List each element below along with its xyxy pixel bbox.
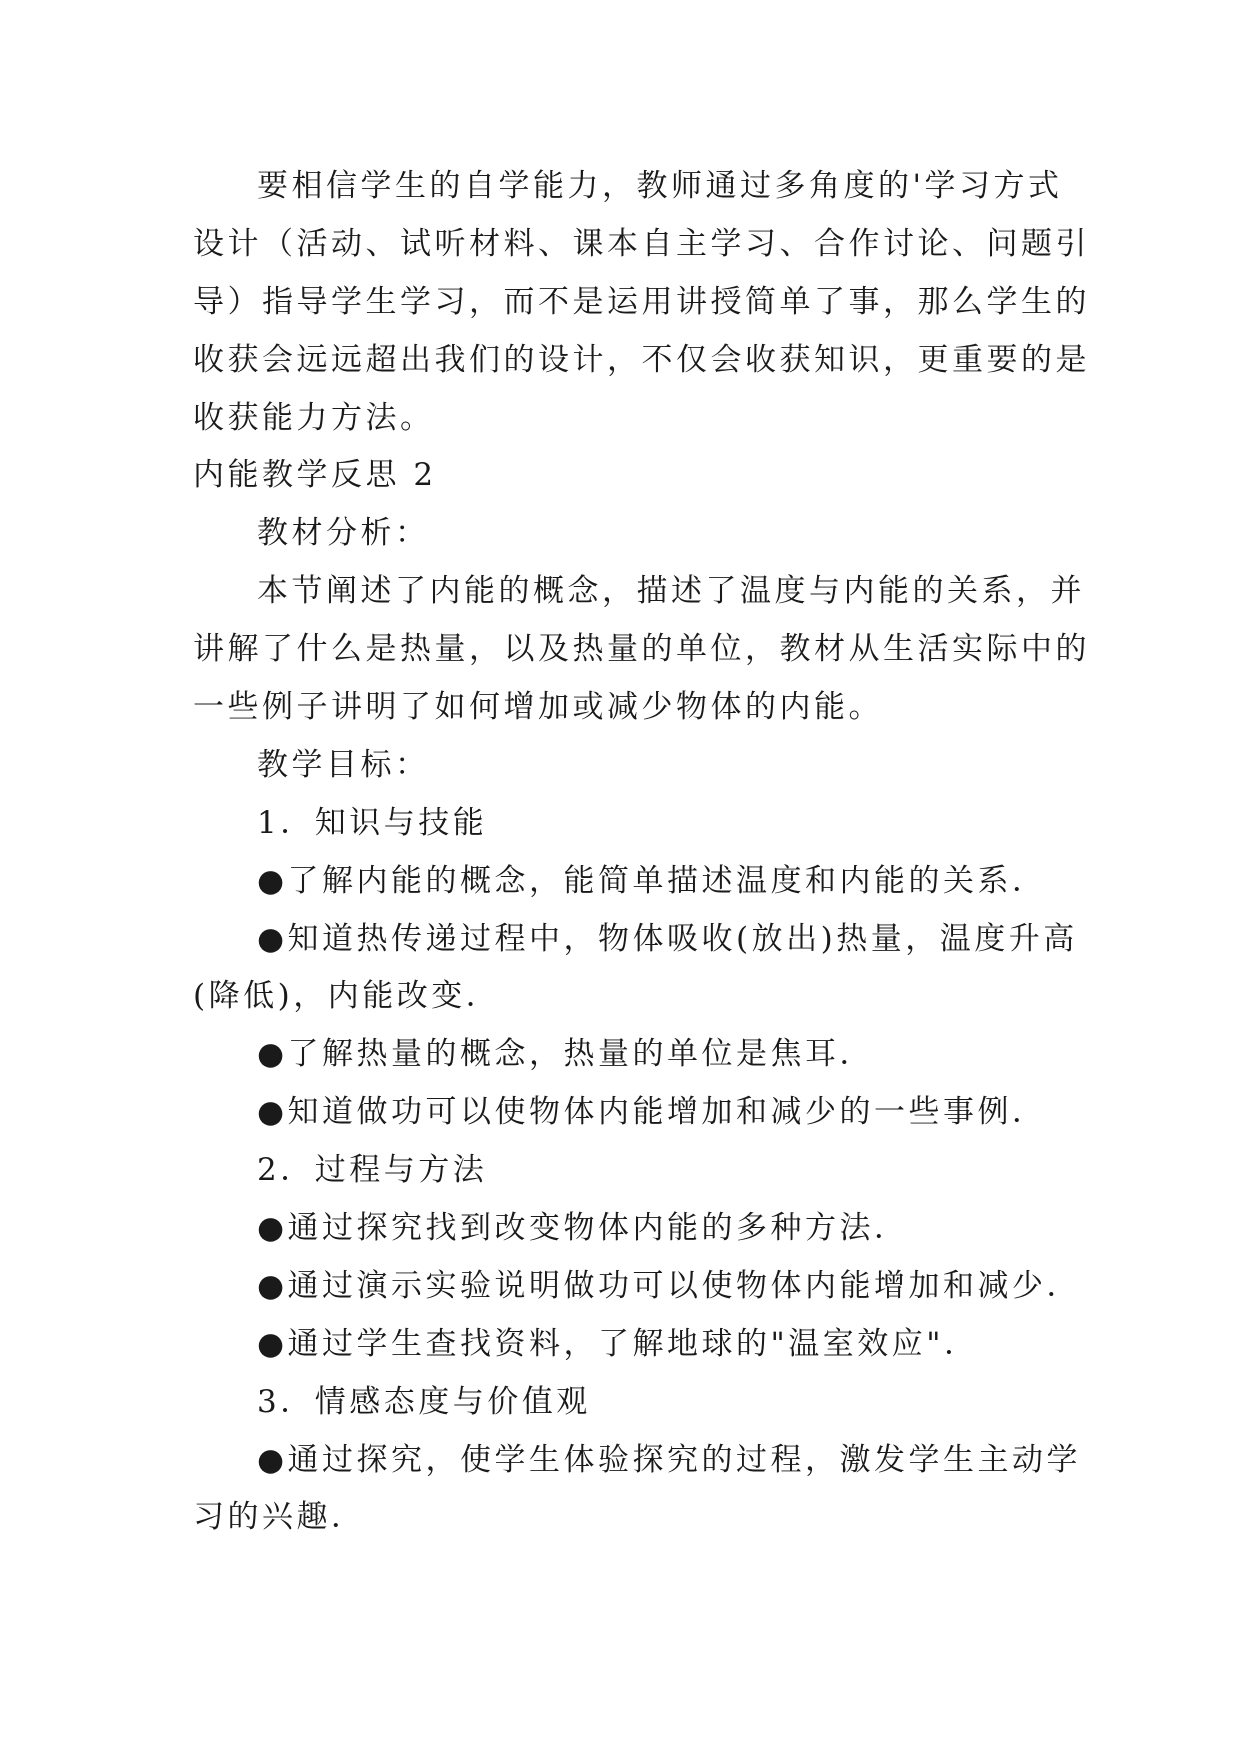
- paragraph-line: 导）指导学生学习，而不是运用讲授简单了事，那么学生的: [193, 283, 1090, 320]
- paragraph-line: 设计（活动、试听材料、课本自主学习、合作讨论、问题引: [193, 225, 1090, 262]
- numbered-heading: 3．情感态度与价值观: [257, 1383, 591, 1420]
- numbered-heading: 2．过程与方法: [257, 1152, 488, 1189]
- paragraph-line: 一些例子讲明了如何增加或减少物体的内能。: [193, 689, 883, 726]
- bullet-item: ●知道热传递过程中，物体吸收(放出)热量，温度升高: [257, 920, 1078, 957]
- numbered-heading: 1．知识与技能: [257, 804, 488, 841]
- paragraph-line: 收获会远远超出我们的设计，不仅会收获知识，更重要的是: [193, 341, 1090, 378]
- bullet-item: ●知道做功可以使物体内能增加和减少的一些事例．: [257, 1094, 1047, 1131]
- paragraph-line: 讲解了什么是热量，以及热量的单位，教材从生活实际中的: [193, 631, 1090, 668]
- bullet-item: ●通过演示实验说明做功可以使物体内能增加和减少．: [257, 1267, 1082, 1304]
- bullet-item: ●了解内能的概念，能简单描述温度和内能的关系．: [257, 862, 1047, 899]
- section-heading: 内能教学反思 2: [193, 457, 437, 494]
- bullet-item: ●通过探究找到改变物体内能的多种方法．: [257, 1210, 909, 1247]
- paragraph-line: 本节阐述了内能的概念，描述了温度与内能的关系，并: [257, 573, 1085, 610]
- bullet-item: ●了解热量的概念，热量的单位是焦耳．: [257, 1036, 875, 1073]
- paragraph-line: 要相信学生的自学能力，教师通过多角度的'学习方式: [257, 168, 1063, 204]
- bullet-item-continuation: 习的兴趣．: [193, 1499, 366, 1536]
- subheading-line: 教材分析：: [257, 515, 430, 552]
- bullet-item: ●通过探究，使学生体验探究的过程，激发学生主动学: [257, 1441, 1082, 1478]
- document-body: [193, 158, 1090, 1547]
- paragraph-line: 收获能力方法。: [193, 399, 435, 436]
- bullet-item-continuation: (降低)，内能改变．: [193, 978, 501, 1015]
- subheading-line: 教学目标：: [257, 746, 430, 783]
- bullet-item: ●通过学生查找资料，了解地球的"温室效应"．: [257, 1325, 979, 1362]
